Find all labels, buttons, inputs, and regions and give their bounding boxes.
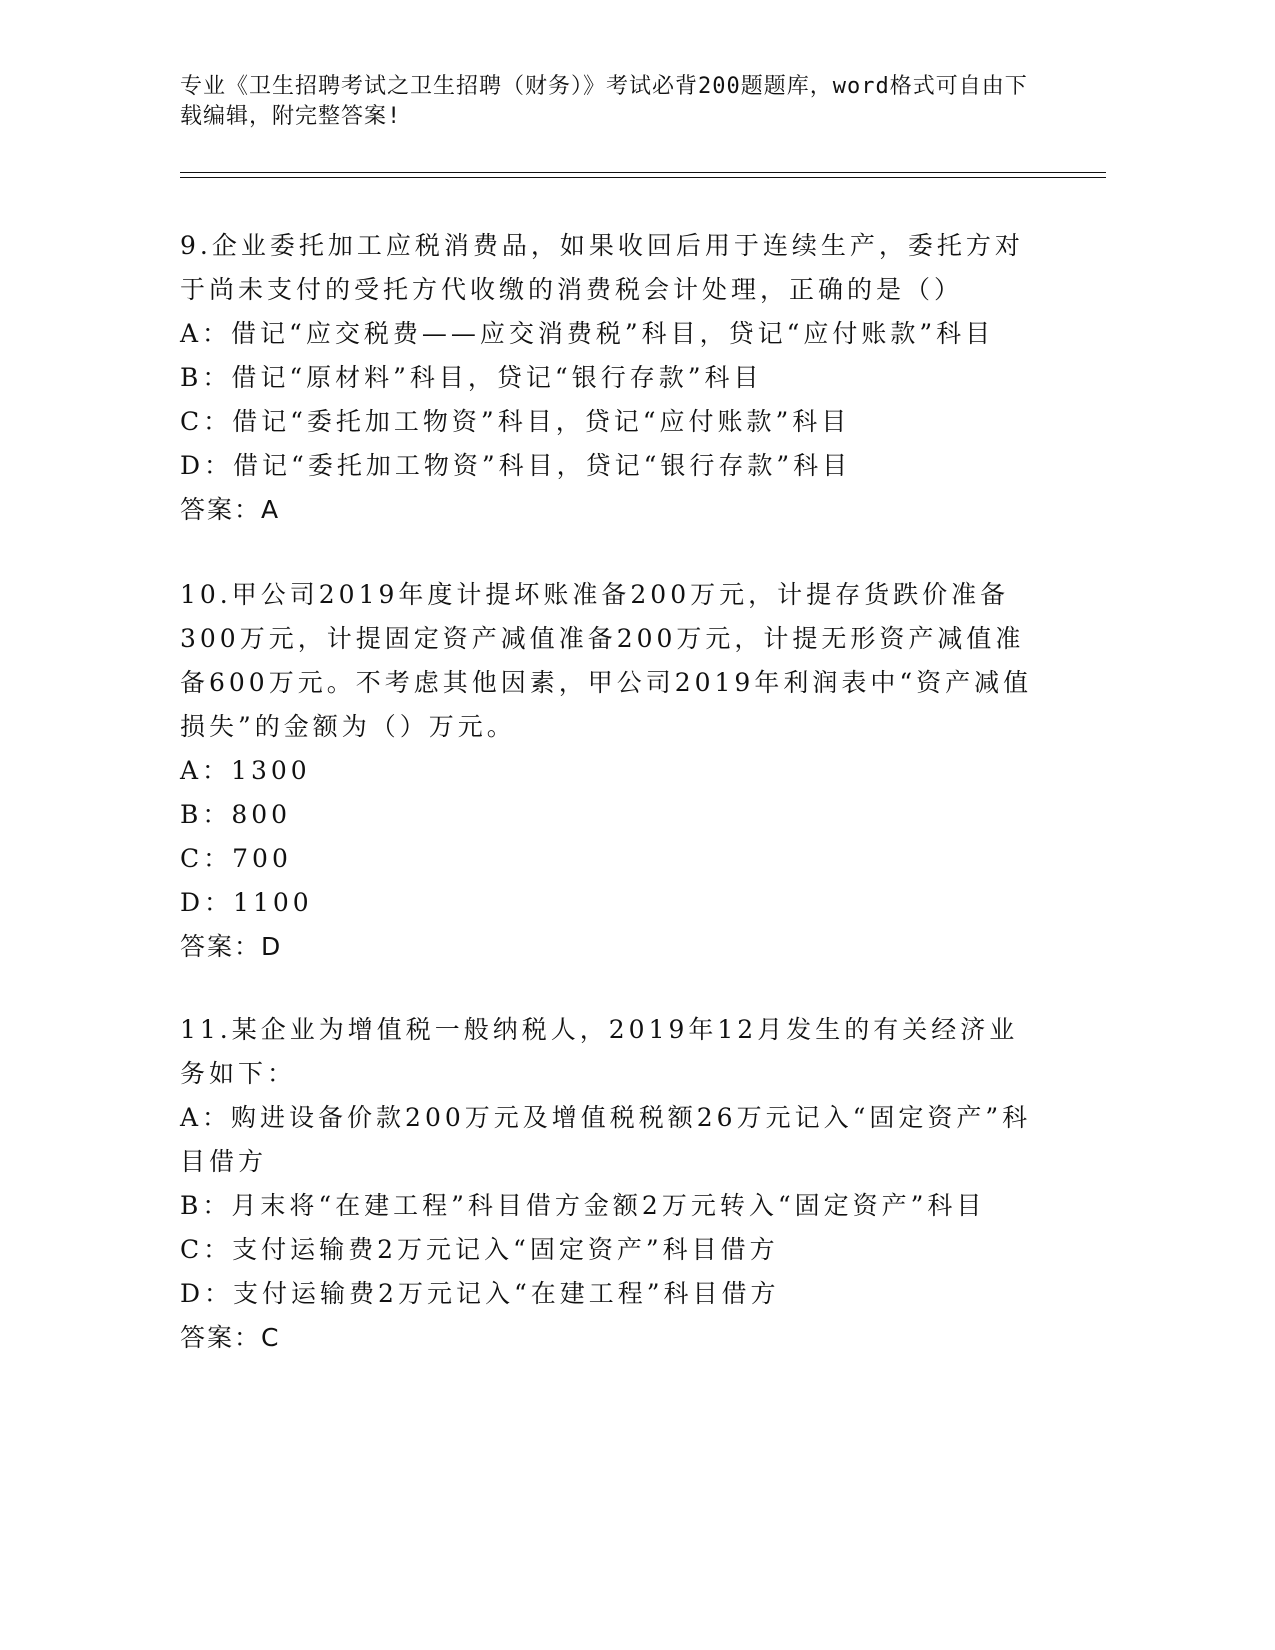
header-divider-top	[180, 172, 1106, 173]
option-a: A：购进设备价款200万元及增值税税额26万元记入“固定资产”科目借方	[180, 1103, 1032, 1176]
option-c: C：借记“委托加工物资”科目，贷记“应付账款”科目	[180, 407, 851, 436]
answer-label: 答案：C	[180, 1323, 281, 1352]
question-9	[180, 224, 1040, 532]
header-divider-bottom	[180, 177, 1106, 178]
option-d: D：借记“委托加工物资”科目，贷记“银行存款”科目	[180, 451, 852, 480]
option-d: D：支付运输费2万元记入“在建工程”科目借方	[180, 1279, 780, 1308]
option-c: C：支付运输费2万元记入“固定资产”科目借方	[180, 1235, 779, 1264]
question-stem: 9.企业委托加工应税消费品，如果收回后用于连续生产，委托方对于尚未支付的受托方代收缴的消费税会计处理，正确的是（）	[180, 231, 1024, 304]
answer-label: 答案：D	[180, 932, 283, 961]
question-10	[180, 573, 1040, 969]
document-header: 专业《卫生招聘考试之卫生招聘（财务）》考试必背200题题库，word格式可自由下载编辑，附完整答案!	[180, 74, 1028, 129]
question-11	[180, 1008, 1040, 1360]
question-stem: 11.某企业为增值税一般纳税人，2019年12月发生的有关经济业务如下：	[180, 1015, 1019, 1088]
option-b: B：借记“原材料”科目，贷记“银行存款”科目	[180, 363, 763, 392]
question-stem: 10.甲公司2019年度计提坏账准备200万元，计提存货跌价准备300万元，计提固定资产减值准备200万元，计提无形资产减值准备600万元。不考虑其他因素，甲公司2019年利润表中“资产减值损失”的金额为（）万元。	[180, 580, 1033, 741]
option-a: A：借记“应交税费——应交消费税”科目，贷记“应付账款”科目	[180, 319, 995, 348]
answer-label: 答案：A	[180, 495, 281, 524]
option-b: B：月末将“在建工程”科目借方金额2万元转入“固定资产”科目	[180, 1191, 986, 1220]
option-d: D：1100	[180, 888, 313, 917]
option-c: C：700	[180, 844, 292, 873]
option-b: B：800	[180, 800, 292, 829]
option-a: A：1300	[180, 756, 311, 785]
